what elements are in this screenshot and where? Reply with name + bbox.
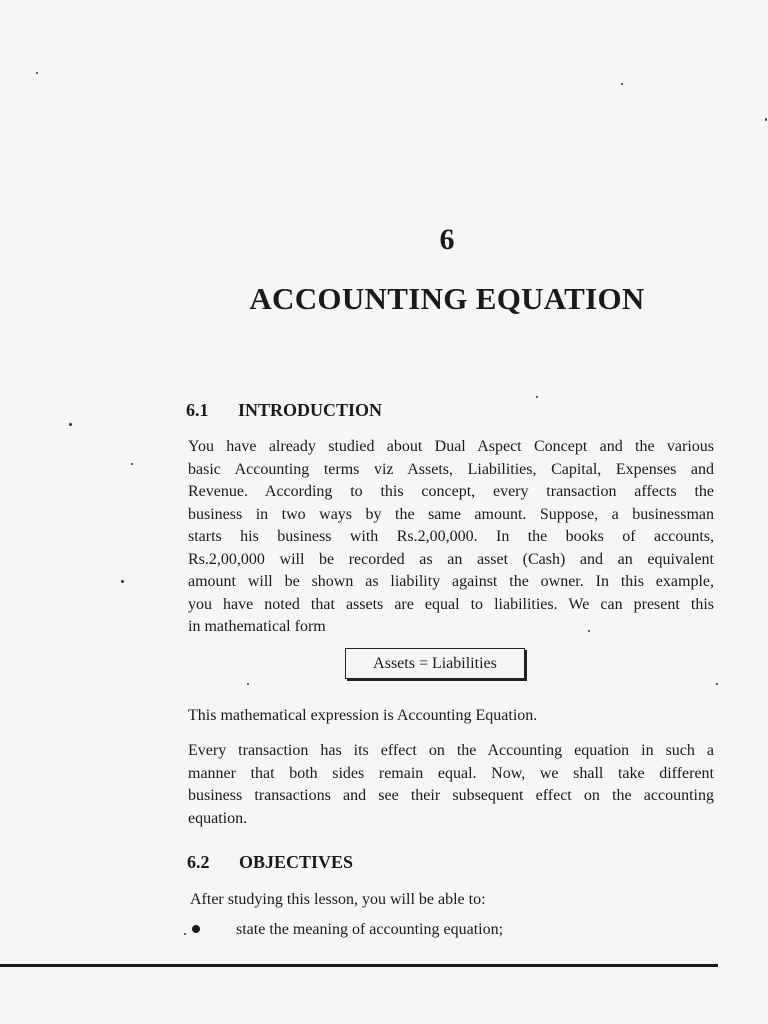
section-number: 6.2 xyxy=(187,852,210,872)
scan-speck xyxy=(765,118,767,121)
chapter-number: 6 xyxy=(439,223,455,256)
section-title: OBJECTIVES xyxy=(239,852,354,872)
scan-speck xyxy=(69,423,72,426)
paragraph-line: You have already studied about Dual Aspect Concept and the various xyxy=(188,438,714,455)
accounting-equation-box: Assets = Liabilities xyxy=(345,648,525,679)
scan-speck xyxy=(716,683,718,685)
paragraph-line: equation. xyxy=(188,809,248,827)
scan-speck xyxy=(536,396,538,398)
page-bottom-rule xyxy=(0,964,718,967)
scan-speck xyxy=(621,83,623,85)
scan-speck xyxy=(131,463,133,465)
bullet-text: state the meaning of accounting equation; xyxy=(236,921,504,938)
section-number: 6.1 xyxy=(186,400,209,420)
paragraph-line: business in two ways by the same amount. Suppose, a businessman xyxy=(188,505,714,523)
bullet-icon xyxy=(192,925,200,933)
scan-speck xyxy=(247,683,249,685)
equation-caption xyxy=(188,705,714,728)
section-heading-objectives xyxy=(187,851,353,873)
paragraph-line: Revenue. According to this concept, every transaction affects the xyxy=(188,483,714,500)
paragraph-line: manner that both sides remain equal. Now, we shall take different xyxy=(188,764,714,782)
scan-speck xyxy=(36,72,38,74)
section-title: INTRODUCTION xyxy=(238,400,383,420)
paragraph-line: business transactions and see their subsequent effect on the accounting xyxy=(188,787,714,804)
objectives-intro xyxy=(190,889,716,912)
paragraph-line: basic Accounting terms viz Assets, Liabilities, Capital, Expenses and xyxy=(188,460,714,478)
paragraph-line: in mathematical form xyxy=(188,618,326,635)
paragraph-line: This mathematical expression is Accounting Equation. xyxy=(188,707,538,724)
transaction-effect-paragraph xyxy=(188,740,714,830)
paragraph-line: you have noted that assets are equal to liabilities. We can present this xyxy=(188,595,714,613)
paragraph-line: Rs.2,00,000 will be recorded as an asset (Cash) and an equivalent xyxy=(188,550,714,568)
chapter-title: ACCOUNTING EQUATION xyxy=(249,281,645,316)
objectives-bullet-item xyxy=(192,919,503,941)
paragraph-line: starts his business with Rs.2,00,000. In the books of accounts, xyxy=(188,528,714,545)
introduction-paragraph xyxy=(188,436,714,639)
paragraph-line: amount will be shown as liability against the owner. In this example, xyxy=(188,573,714,590)
scan-speck xyxy=(588,630,590,632)
paragraph-line: Every transaction has its effect on the Accounting equation in such a xyxy=(188,742,714,759)
scan-speck xyxy=(184,933,186,935)
section-heading-introduction xyxy=(186,399,382,421)
paragraph-line: After studying this lesson, you will be able to: xyxy=(190,891,486,908)
scan-speck xyxy=(121,580,124,583)
